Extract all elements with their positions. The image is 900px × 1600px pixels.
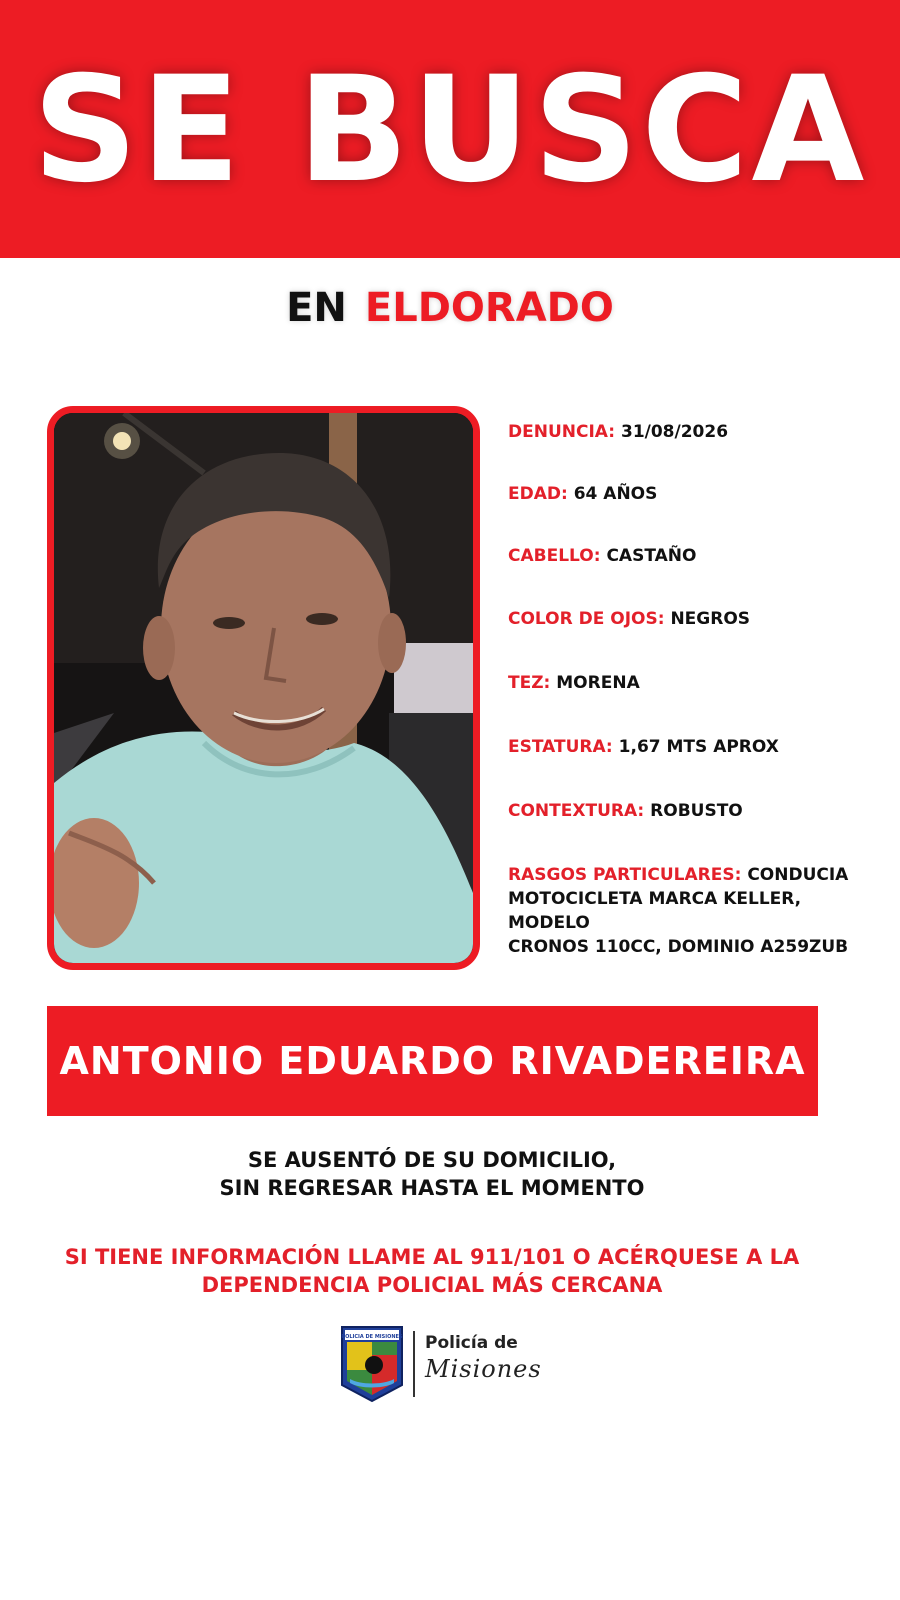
logo-divider (413, 1331, 415, 1397)
detail-label: RASGOS PARTICULARES: (508, 865, 742, 885)
person-name: ANTONIO EDUARDO RIVADEREIRA (59, 1039, 806, 1083)
logo-subtitle: Misiones (425, 1355, 542, 1383)
detail-label: ESTATURA: (508, 737, 613, 757)
location-heading (0, 283, 900, 333)
detail-contextura (508, 799, 743, 823)
absence-line: SE AUSENTÓ DE SU DOMICILIO, (247, 1148, 617, 1172)
police-shield-icon (340, 1325, 404, 1403)
absence-line: SIN REGRESAR HASTA EL MOMENTO (219, 1176, 645, 1200)
detail-value: 64 AÑOS (573, 484, 658, 504)
detail-value: CONDUCIA (747, 865, 849, 885)
headline: SE BUSCA (32, 45, 868, 215)
detail-value: CASTAÑO (606, 546, 697, 566)
detail-color-de-ojos (508, 607, 750, 631)
absence-message (0, 1146, 864, 1202)
detail-value: ROBUSTO (650, 801, 743, 821)
detail-label: DENUNCIA: (508, 422, 616, 442)
contact-line: SI TIENE INFORMACIÓN LLAME AL 911/101 O ACÉRQUESE A LA (64, 1245, 800, 1269)
logo-title: Policía de (425, 1333, 518, 1353)
top-banner (0, 0, 900, 258)
detail-value-line: CRONOS 110CC, DOMINIO A259ZUB (508, 937, 849, 957)
location-prefix: EN (286, 285, 347, 331)
detail-rasgos-particulares (508, 863, 883, 959)
detail-label: CONTEXTURA: (508, 801, 645, 821)
detail-label: TEZ: (508, 673, 551, 693)
detail-label: EDAD: (508, 484, 568, 504)
detail-denuncia (508, 420, 728, 444)
detail-value: 1,67 MTS APROX (618, 737, 779, 757)
shield-text: POLICIA DE MISIONES (341, 1334, 403, 1340)
detail-value-line: MOTOCICLETA MARCA KELLER, MODELO (508, 889, 802, 933)
detail-cabello (508, 544, 696, 568)
detail-estatura (508, 735, 779, 759)
detail-tez (508, 671, 640, 695)
detail-value: 31/08/2026 (620, 422, 729, 442)
contact-line: DEPENDENCIA POLICIAL MÁS CERCANA (201, 1273, 663, 1297)
detail-value: MORENA (556, 673, 640, 693)
detail-label: COLOR DE OJOS: (508, 609, 665, 629)
detail-edad (508, 482, 657, 506)
photo-illustration (54, 413, 473, 963)
location-place: ELDORADO (364, 285, 614, 331)
name-banner (47, 1006, 818, 1116)
detail-label: CABELLO: (508, 546, 601, 566)
contact-message (0, 1243, 864, 1299)
police-logo (340, 1325, 540, 1405)
person-photo (47, 406, 480, 970)
detail-value: NEGROS (670, 609, 751, 629)
